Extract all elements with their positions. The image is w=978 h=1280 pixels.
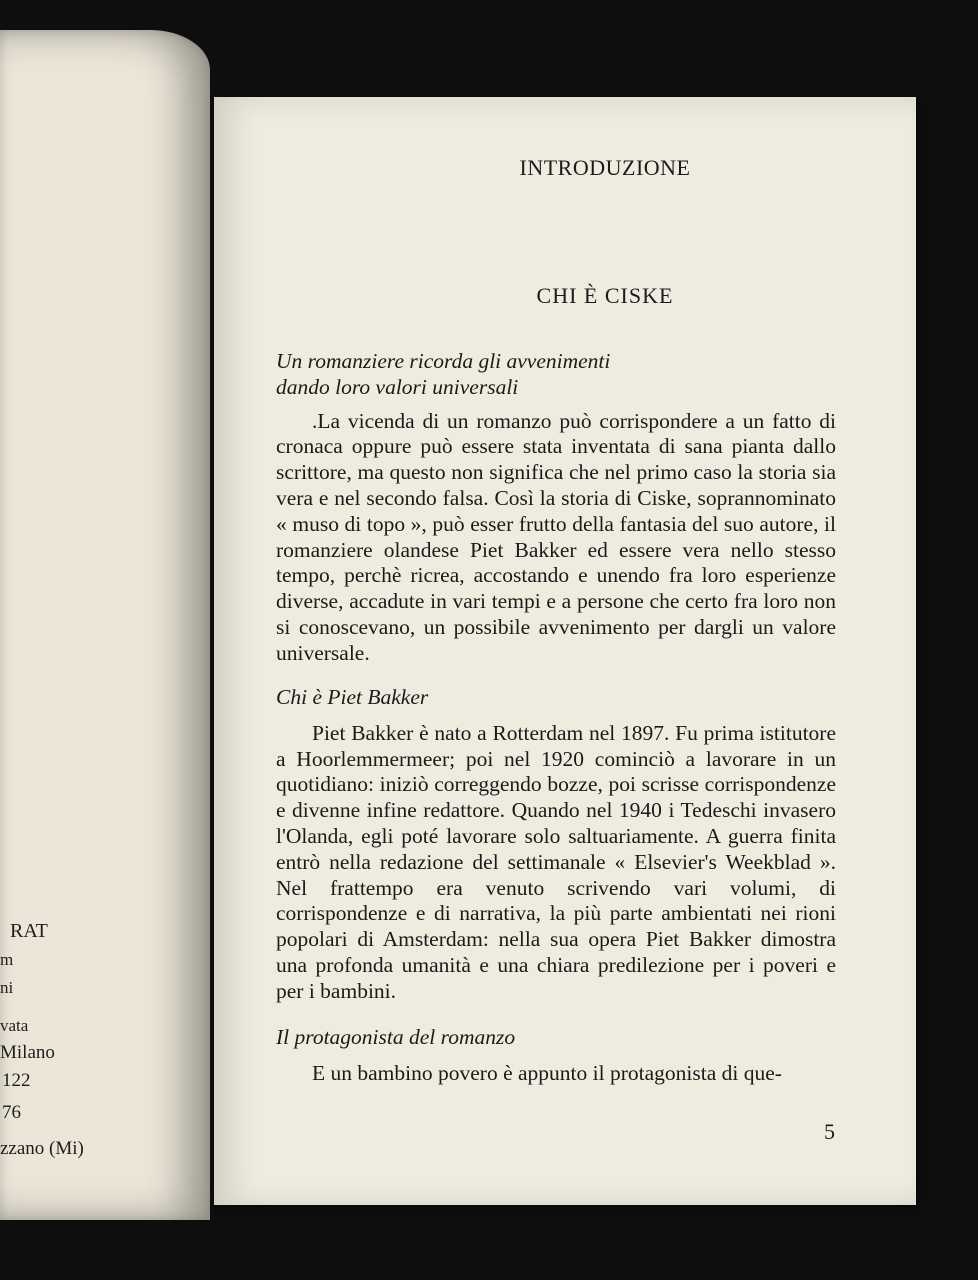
section-protagonist [276,1025,836,1087]
left-page-fragment: ni [0,978,14,997]
section-paragraph: Piet Bakker è nato a Rotterdam nel 1897. Fu prima istitutore a Hoorlemmermeer; poi nel 1920 cominciò a lavorare in un quotidiano: iniziò correggendo bozze, poi scrisse corrispondenze e divenne infine redattore. Quando nel 1940 i Tedeschi invasero l'Olanda, egli poté lavorare solo saltuariamente. A guerra finita entrò nella redazione del settimanale « Elsevier's Weekblad ». Nel frattempo era venuto scrivendo vari volumi, di corrispondenze e di narrativa, la più parte ambientati nei rioni popolari di Amsterdam: nella sua opera Piet Bakker dimostra una profonda umanità e una chiara predilezione per i poveri e per i bambini. [276,720,836,1003]
section-intro [276,349,836,667]
left-page [0,30,210,1220]
subhead-line: dando loro valori universali [276,374,519,399]
section-author [276,685,836,1005]
section-subhead [276,685,836,711]
left-page-fragment: 76 [2,1102,21,1123]
page-number: 5 [824,1119,835,1144]
subhead-line: Un romanziere ricorda gli avvenimenti [276,349,611,373]
chapter-title: CHI È CISKE [536,283,674,308]
section-subhead [276,1025,836,1051]
subhead-line: Il protagonista del romanzo [276,1025,516,1049]
section-subhead [276,349,836,401]
section-paragraph: .La vicenda di un romanzo può corrispondere a un fatto di cronaca oppure può essere stata inventata di sana pianta dallo scrittore, ma questo non significa che nel primo caso la storia sia vera e nel secondo falsa. Così la storia di Ciske, soprannominato « muso di topo », può esser frutto della fantasia del suo autore, il romanziere olandese Piet Bakker ed essere vera nello stesso tempo, perchè ricrea, accostando e unendo fra loro esperienze diverse, accadute in vari tempi e a persone che certo fra loro non si conoscevano, un possibile avvenimento per dargli un valore universale. [276,408,836,665]
section-paragraph: E un bambino povero è appunto il protagonista di que- [312,1060,782,1085]
left-page-fragment: vata [0,1016,29,1035]
running-header: INTRODUZIONE [519,155,691,180]
left-page-fragment: RAT [10,920,48,942]
left-page-fragment: zzano (Mi) [0,1138,84,1159]
left-page-fragment: 122 [2,1070,31,1091]
left-page-fragment: m [0,950,14,969]
left-page-fragment: Milano [0,1042,55,1063]
subhead-line: Chi è Piet Bakker [276,685,429,709]
right-page [214,97,916,1205]
